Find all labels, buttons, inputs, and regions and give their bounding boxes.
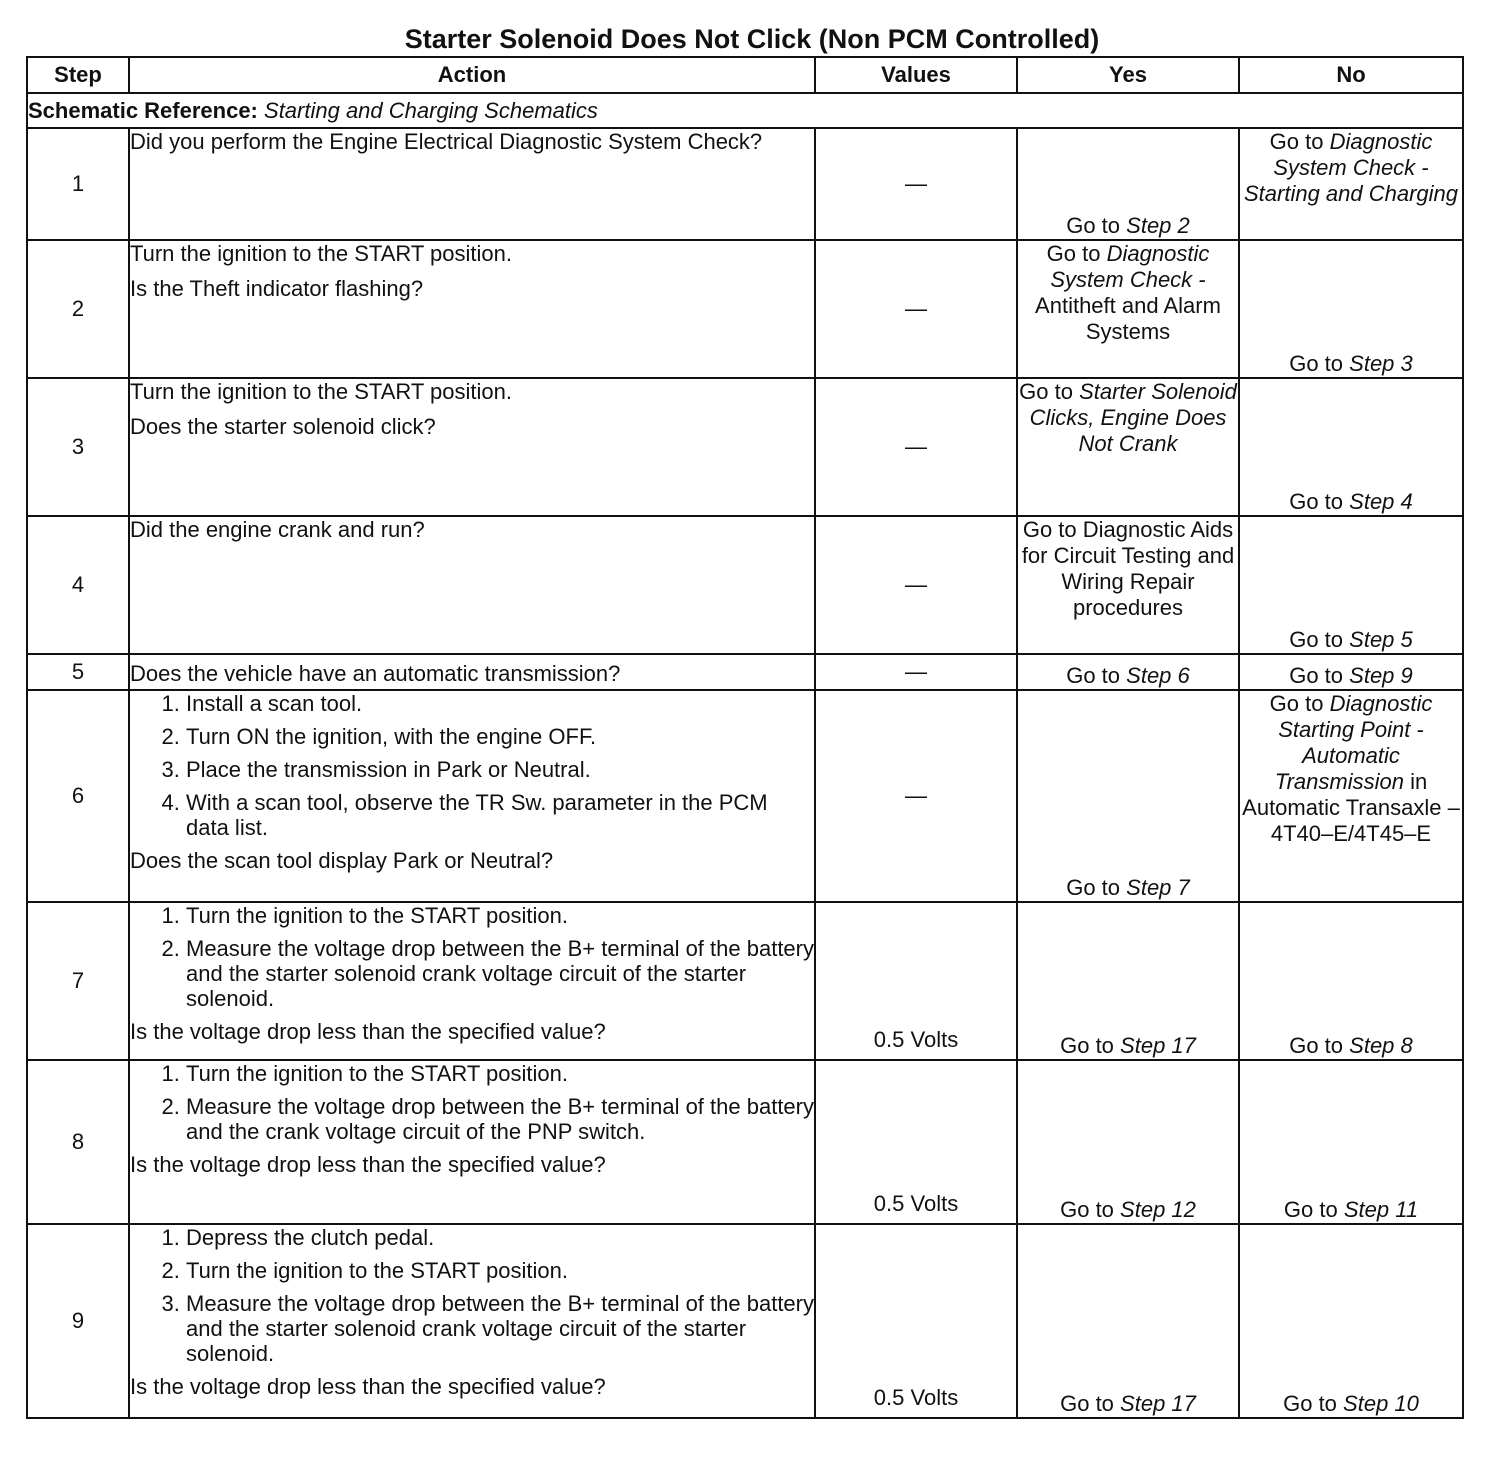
yes-action (1017, 902, 1239, 1060)
no-action (1239, 902, 1463, 1060)
value-cell: 0.5 Volts (815, 1224, 1017, 1418)
no-action (1239, 1224, 1463, 1418)
header-no: No (1239, 57, 1463, 93)
yes-action (1017, 1224, 1239, 1418)
action-question: Does the scan tool display Park or Neutral? (130, 848, 554, 873)
action-cell (129, 654, 815, 690)
value-cell: — (815, 690, 1017, 902)
value-cell: 0.5 Volts (815, 1060, 1017, 1224)
table-row (27, 1060, 1463, 1224)
action-step-item: 2. Turn the ignition to the START position. (186, 1258, 814, 1283)
no-action-target[interactable]: Step 4 (1349, 489, 1413, 514)
action-step-item: 1. Turn the ignition to the START position. (186, 903, 814, 928)
action-cell (129, 516, 815, 654)
schematic-label: Schematic Reference: (28, 97, 258, 123)
table-row (27, 240, 1463, 378)
no-action-target[interactable]: Step 9 (1349, 663, 1413, 688)
yes-action-prefix: Go to (1060, 1033, 1114, 1058)
yes-action-text: Antitheft and Alarm Systems (1035, 293, 1221, 344)
action-step-item: 1. Install a scan tool. (186, 691, 814, 716)
no-action (1239, 240, 1463, 378)
action-cell (129, 1060, 815, 1224)
yes-action-target[interactable]: Step 2 (1126, 213, 1190, 238)
action-cell (129, 1224, 815, 1418)
yes-action-target[interactable]: Step 7 (1126, 875, 1190, 900)
no-action (1239, 516, 1463, 654)
no-action-target[interactable]: Step 11 (1343, 1197, 1419, 1222)
no-action (1239, 690, 1463, 902)
no-action-target[interactable]: Diagnostic System Check - Starting and Charging (1243, 129, 1459, 206)
yes-action-target[interactable]: Step 17 (1120, 1391, 1196, 1416)
yes-action-target[interactable]: Step 12 (1120, 1197, 1196, 1222)
no-action (1239, 654, 1463, 690)
yes-action-target[interactable]: Starter Solenoid Clicks, Engine Does Not Crank (1029, 379, 1237, 456)
action-cell (129, 690, 815, 902)
action-steps-list (130, 1061, 814, 1144)
action-text: Did you perform the Engine Electrical Diagnostic System Check? (130, 129, 763, 154)
table-row (27, 902, 1463, 1060)
yes-action (1017, 240, 1239, 378)
yes-action-text: Go to Diagnostic Aids for Circuit Testing and Wiring Repair procedures (1021, 517, 1235, 620)
table-row (27, 516, 1463, 654)
value-cell: — (815, 378, 1017, 516)
action-steps-list (130, 691, 814, 840)
action-text: Did the engine crank and run? (130, 517, 425, 542)
step-number: 7 (27, 902, 129, 1060)
value-cell: 0.5 Volts (815, 902, 1017, 1060)
action-cell (129, 902, 815, 1060)
yes-action (1017, 690, 1239, 902)
action-step-item: 3. Place the transmission in Park or Neutral. (186, 757, 814, 782)
yes-action-prefix: Go to (1060, 1197, 1114, 1222)
no-action-target[interactable]: Step 10 (1343, 1391, 1419, 1416)
no-action-target[interactable]: Step 5 (1349, 627, 1413, 652)
step-number: 2 (27, 240, 129, 378)
table-row (27, 378, 1463, 516)
step-number: 5 (27, 654, 129, 690)
action-step-item: 2. Measure the voltage drop between the B+ terminal of the battery and the starter solenoid crank voltage circuit of the starter solenoid. (186, 936, 814, 1011)
value-cell: — (815, 240, 1017, 378)
action-cell (129, 378, 815, 516)
yes-action (1017, 654, 1239, 690)
action-step-item: 1. Turn the ignition to the START position. (186, 1061, 814, 1086)
no-action-prefix: Go to (1289, 1033, 1344, 1058)
no-action-prefix: Go to (1283, 1391, 1337, 1416)
header-step: Step (27, 57, 129, 93)
schematic-reference-row (27, 93, 1463, 128)
action-text: Does the starter solenoid click? (130, 414, 436, 439)
no-action-prefix: Go to (1269, 691, 1324, 716)
action-step-item: 2. Turn ON the ignition, with the engine OFF. (186, 724, 814, 749)
action-question: Is the voltage drop less than the specified value? (130, 1019, 606, 1044)
action-text: Turn the ignition to the START position. (130, 241, 512, 266)
table-row (27, 128, 1463, 240)
action-step-item: 1. Depress the clutch pedal. (186, 1225, 814, 1250)
no-action (1239, 128, 1463, 240)
step-number: 3 (27, 378, 129, 516)
yes-action-prefix: Go to (1066, 875, 1121, 900)
step-number: 1 (27, 128, 129, 240)
step-number: 6 (27, 690, 129, 902)
yes-action-prefix: Go to (1060, 1391, 1114, 1416)
yes-action (1017, 378, 1239, 516)
header-action: Action (129, 57, 815, 93)
yes-action-prefix: Go to (1019, 379, 1073, 404)
yes-action (1017, 516, 1239, 654)
no-action-target[interactable]: Step 3 (1349, 351, 1413, 376)
action-text: Turn the ignition to the START position. (130, 379, 512, 404)
value-cell: — (815, 654, 1017, 690)
yes-action-target[interactable]: Diagnostic System Check - (1050, 241, 1210, 292)
no-action (1239, 378, 1463, 516)
action-step-item: 4. With a scan tool, observe the TR Sw. parameter in the PCM data list. (186, 790, 814, 840)
action-text: Is the Theft indicator flashing? (130, 276, 424, 301)
page-title: Starter Solenoid Does Not Click (Non PCM Controlled) (404, 24, 1100, 54)
yes-action-prefix: Go to (1046, 241, 1101, 266)
action-steps-list (130, 903, 814, 1011)
value-cell: — (815, 516, 1017, 654)
step-number: 9 (27, 1224, 129, 1418)
action-question: Is the voltage drop less than the specified value? (130, 1152, 606, 1177)
yes-action (1017, 1060, 1239, 1224)
action-step-item: 2. Measure the voltage drop between the B+ terminal of the battery and the crank voltage circuit of the PNP switch. (186, 1094, 814, 1144)
action-question: Is the voltage drop less than the specified value? (130, 1374, 606, 1399)
schematic-reference (27, 93, 1463, 128)
step-number: 8 (27, 1060, 129, 1224)
no-action-target[interactable]: Diagnostic Starting Point - Automatic Transmission (1274, 691, 1433, 794)
header-yes: Yes (1017, 57, 1239, 93)
table-row (27, 690, 1463, 902)
no-action-prefix: Go to (1269, 129, 1324, 154)
action-steps-list (130, 1225, 814, 1366)
yes-action-target[interactable]: Step 17 (1120, 1033, 1196, 1058)
action-step-item: 3. Measure the voltage drop between the B+ terminal of the battery and the starter solenoid crank voltage circuit of the starter solenoid. (186, 1291, 814, 1366)
header-row (27, 57, 1463, 93)
action-text: Does the vehicle have an automatic transmission? (130, 660, 621, 686)
yes-action-prefix: Go to (1066, 663, 1121, 688)
yes-action (1017, 128, 1239, 240)
action-cell (129, 240, 815, 378)
no-action (1239, 1060, 1463, 1224)
action-cell (129, 128, 815, 240)
value-cell: — (815, 128, 1017, 240)
yes-action-target[interactable]: Step 6 (1126, 663, 1190, 688)
yes-action-prefix: Go to (1066, 213, 1121, 238)
table-row (27, 1224, 1463, 1418)
diagnostic-table (26, 56, 1464, 1419)
header-values: Values (815, 57, 1017, 93)
no-action-prefix: Go to (1289, 663, 1344, 688)
no-action-text: in Automatic Transaxle –4T40–E/4T45–E (1242, 769, 1460, 846)
no-action-prefix: Go to (1289, 351, 1344, 376)
no-action-prefix: Go to (1289, 627, 1344, 652)
table-row (27, 654, 1463, 690)
step-number: 4 (27, 516, 129, 654)
no-action-target[interactable]: Step 8 (1349, 1033, 1413, 1058)
no-action-prefix: Go to (1289, 489, 1344, 514)
no-action-prefix: Go to (1283, 1197, 1338, 1222)
schematic-value: Starting and Charging Schematics (264, 97, 598, 123)
